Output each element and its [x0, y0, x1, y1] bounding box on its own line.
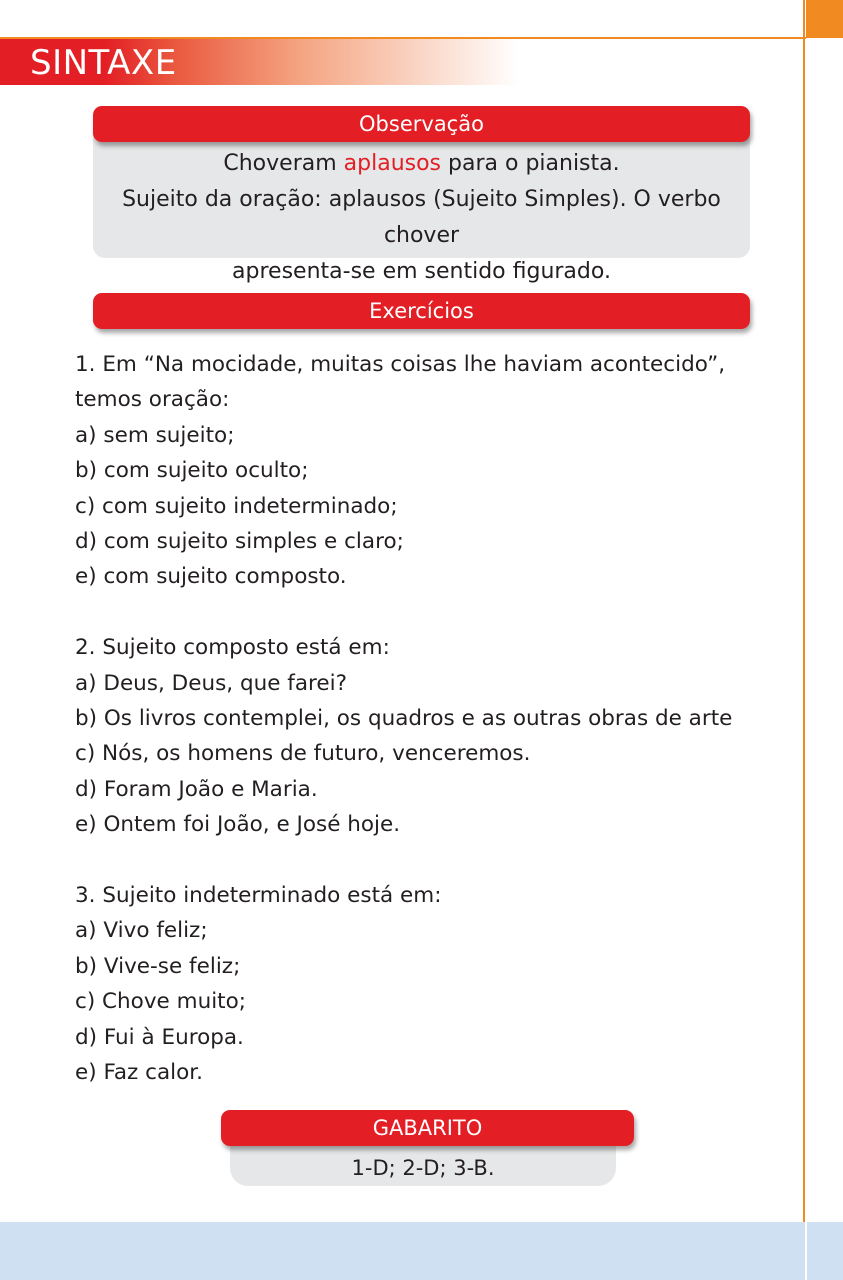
question-2	[75, 630, 775, 842]
question-3	[75, 878, 775, 1090]
question-1	[75, 347, 775, 595]
option-c: c) Nós, os homens de futuro, venceremos.	[75, 741, 531, 767]
question-stem: 3. Sujeito indeterminado está em:	[75, 883, 442, 909]
observation-line-1: Choveram aplausos para o pianista.	[223, 151, 620, 176]
side-rule	[803, 0, 805, 1222]
footer-divider	[805, 1222, 807, 1280]
option-b: b) Vive-se feliz;	[75, 953, 241, 979]
option-d: d) Fui à Europa.	[75, 1024, 244, 1050]
option-a: a) sem sujeito;	[75, 422, 235, 448]
corner-tab	[806, 0, 843, 38]
option-a: a) Deus, Deus, que farei?	[75, 670, 348, 696]
observation-line-2: Sujeito da oração: aplausos (Sujeito Simples). O verbo chover	[122, 187, 721, 248]
option-a: a) Vivo feliz;	[75, 918, 208, 944]
observation-panel	[93, 128, 750, 284]
highlighted-word: aplausos	[343, 151, 442, 176]
answer-key: 1-D; 2-D; 3-B.	[351, 1156, 495, 1180]
footer-band	[0, 1222, 843, 1280]
question-stem: 1. Em “Na mocidade, muitas coisas lhe haviam acontecido”,	[75, 352, 726, 377]
observation-line-3: apresenta-se em sentido figurado.	[232, 259, 611, 284]
option-d: d) com sujeito simples e claro;	[75, 529, 404, 555]
option-c: c) com sujeito indeterminado;	[75, 493, 398, 519]
question-stem: temos oração:	[75, 387, 230, 413]
exercise-list	[75, 347, 775, 1126]
observation-label: Observação	[93, 106, 750, 142]
option-b: b) Os livros contemplei, os quadros e as outras obras de arte	[75, 706, 733, 732]
option-c: c) Chove muito;	[75, 989, 246, 1015]
exercises-label: Exercícios	[93, 293, 750, 329]
option-e: e) Faz calor.	[75, 1060, 203, 1086]
option-e: e) com sujeito composto.	[75, 564, 347, 590]
option-d: d) Foram João e Maria.	[75, 776, 318, 802]
option-b: b) com sujeito oculto;	[75, 458, 309, 484]
option-e: e) Ontem foi João, e José hoje.	[75, 812, 401, 838]
question-stem: 2. Sujeito composto está em:	[75, 635, 390, 661]
section-title: SINTAXE	[30, 43, 177, 83]
answer-key-label: GABARITO	[221, 1110, 634, 1146]
